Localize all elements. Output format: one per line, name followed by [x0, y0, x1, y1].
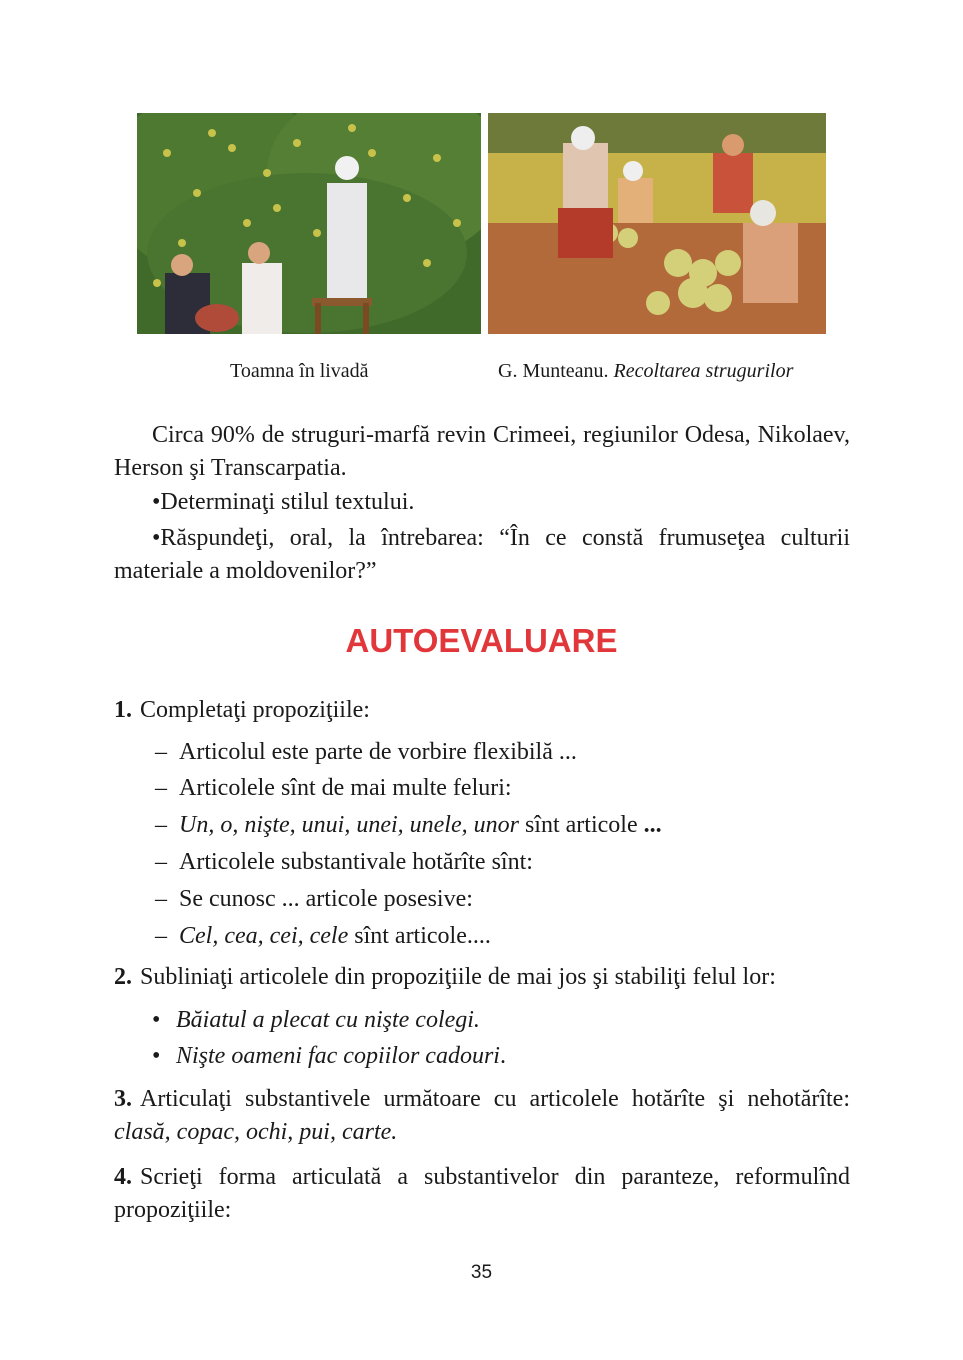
item-text: Articolele sînt de mai multe feluri: [179, 775, 512, 801]
caption-title: Recoltarea strugurilor [613, 360, 794, 382]
question-1 [114, 695, 370, 725]
dash: – [155, 739, 167, 765]
figure-caption [498, 360, 793, 383]
item-text: sînt articole.... [348, 923, 491, 949]
list-item [155, 884, 473, 914]
list-item [155, 847, 533, 877]
question-2 [114, 962, 776, 992]
dash: – [155, 775, 167, 801]
item-text: Se cunosc ... articole posesive: [179, 886, 473, 912]
item-end: . [499, 1043, 506, 1069]
bullet: • [152, 1007, 161, 1033]
item-italic: Un, o, nişte, unui, unei, unele, unor [179, 812, 519, 838]
item-text: sînt articole [518, 812, 644, 838]
list-item [152, 1041, 506, 1071]
task-question: •Răspundeţi, oral, la întrebarea: “În ce constă frumuseţea culturii materiale a moldovenilor?” [114, 525, 850, 584]
question-number: 4. [114, 1164, 132, 1190]
dash: – [155, 849, 167, 875]
list-item [155, 773, 512, 803]
item-text: Articolul este parte de vorbire flexibilă ... [179, 739, 577, 765]
item-text: Articolele substantivale hotărîte sînt: [179, 849, 533, 875]
list-item [155, 810, 662, 840]
question-text: Subliniaţi articolele din propoziţiile de mai jos şi stabiliţi felul lor: [140, 964, 776, 990]
question-number: 3. [114, 1086, 132, 1112]
item-text: Băiatul a plecat cu nişte colegi. [176, 1007, 480, 1033]
question-number: 2. [114, 964, 132, 990]
page-number: 35 [470, 1262, 493, 1283]
dash: – [155, 923, 167, 949]
list-item [155, 921, 491, 951]
question-3 [114, 1083, 850, 1149]
word-list: clasă, copac, ochi, pui, carte. [114, 1119, 398, 1145]
question-text: Articulaţi substantivele următoare cu articolele hotărîte şi nehotărîte: [140, 1086, 850, 1112]
question-4 [114, 1161, 850, 1227]
item-text: Nişte oameni fac copiilor cadouri [176, 1043, 500, 1069]
orchard-painting [137, 113, 481, 334]
section-title: AUTOEVALUARE [345, 622, 618, 659]
figure-caption: Toamna în livadă [230, 360, 369, 382]
question-text: Scrieţi forma articulată a substantivelor din paranteze, reformulînd propoziţiile: [114, 1164, 850, 1223]
bullet: • [152, 1043, 161, 1069]
question-text: Completaţi propoziţiile: [140, 697, 370, 723]
dash: – [155, 812, 167, 838]
dash: – [155, 886, 167, 912]
task-style: •Determinaţi stilul textului. [152, 489, 415, 515]
list-item [152, 1005, 480, 1035]
item-italic: Cel, cea, cei, cele [179, 923, 349, 949]
intro-paragraph: Circa 90% de struguri-marfă revin Crimeei, regiunilor Odesa, Nikolaev, Herson şi Transcarpatia. [114, 422, 850, 481]
grape-harvest-painting [488, 113, 826, 334]
question-number: 1. [114, 697, 132, 723]
caption-author: G. Munteanu. [498, 360, 614, 382]
item-bold: ... [643, 812, 662, 838]
list-item [155, 737, 577, 767]
